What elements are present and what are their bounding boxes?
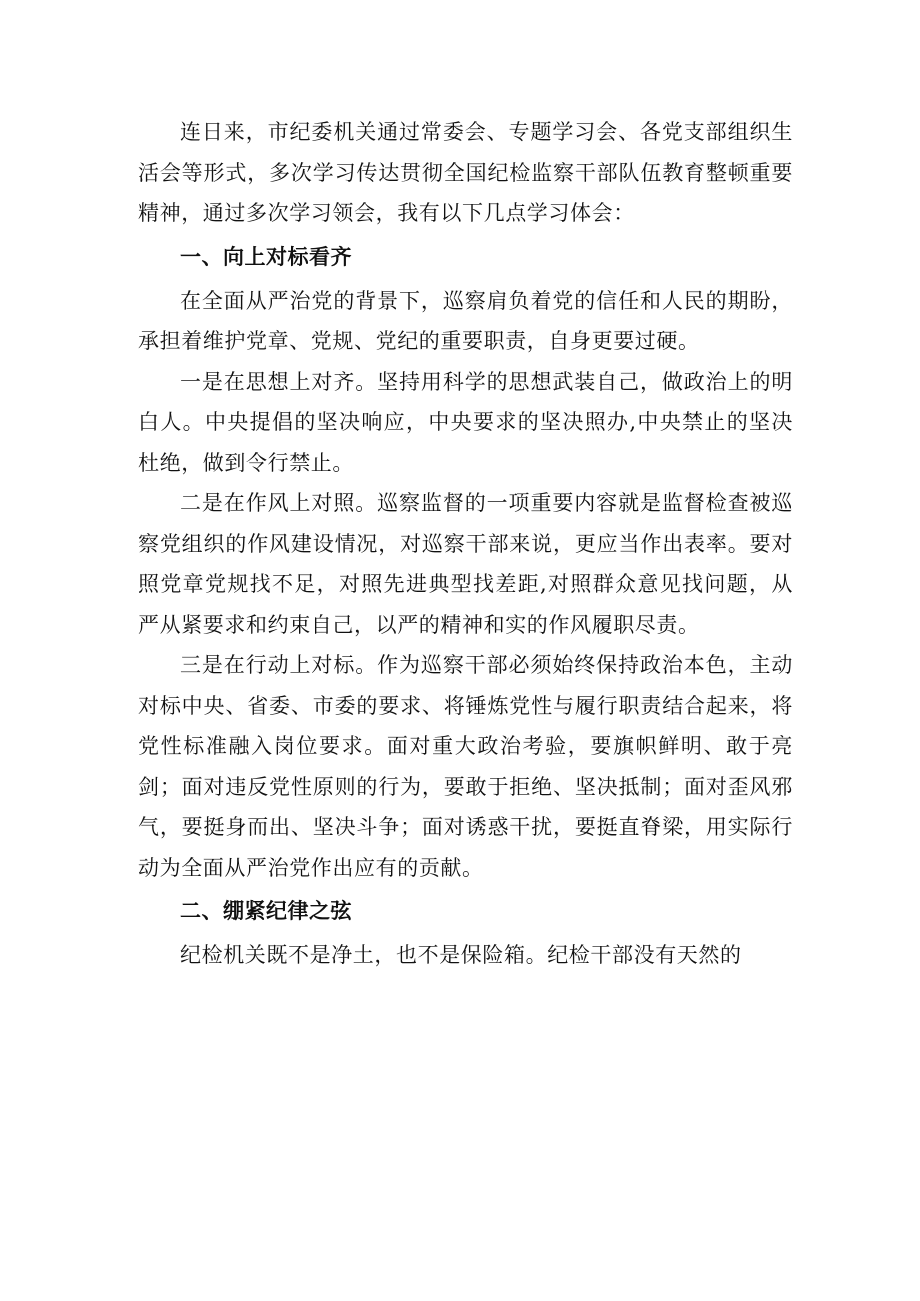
intro-paragraph: 连日来，市纪委机关通过常委会、专题学习会、各党支部组织生活会等形式，多次学习传达贯彻全国纪检监察干部队伍教育整顿重要精神，通过多次学习领会，我有以下几点学习体会： bbox=[138, 120, 793, 225]
point-3-paragraph: 三是在行动上对标。作为巡察干部必须始终保持政治本色，主动对标中央、省委、市委的要求、将锤炼党性与履行职责结合起来，将党性标准融入岗位要求。面对重大政治考验，要旗帜鲜明、敢于亮剑；面对违反党性原则的行为，要敢于拒绝、坚决抵制；面对歪风邪气，要挺身而出、坚决斗争；面对诱惑干扰，要挺直脊梁，用实际行动为全面从严治党作出应有的贡献。 bbox=[138, 653, 793, 880]
point-2-paragraph: 二是在作风上对照。巡察监督的一项重要内容就是监督检查被巡察党组织的作风建设情况，对巡察干部来说，更应当作出表率。要对照党章党规找不足，对照先进典型找差距,对照群众意见找问题，从严从紧要求和约束自己，以严的精神和实的作风履职尽责。 bbox=[138, 491, 793, 637]
section-2-paragraph: 纪检机关既不是净土，也不是保险箱。纪检干部没有天然的 bbox=[180, 943, 742, 967]
section-heading-1: 一、向上对标看齐 bbox=[180, 244, 352, 269]
section-heading-2: 二、绷紧纪律之弦 bbox=[180, 899, 352, 923]
document-body bbox=[138, 112, 793, 976]
point-1-paragraph: 一是在思想上对齐。坚持用科学的思想武装自己，做政治上的明白人。中央提倡的坚决响应，中央要求的坚决照办,中央禁止的坚决杜绝，做到令行禁止。 bbox=[138, 369, 793, 475]
section-1-paragraph: 在全面从严治党的背景下，巡察肩负着党的信任和人民的期盼，承担着维护党章、党规、党纪的重要职责，自身更要过硬。 bbox=[138, 288, 793, 353]
